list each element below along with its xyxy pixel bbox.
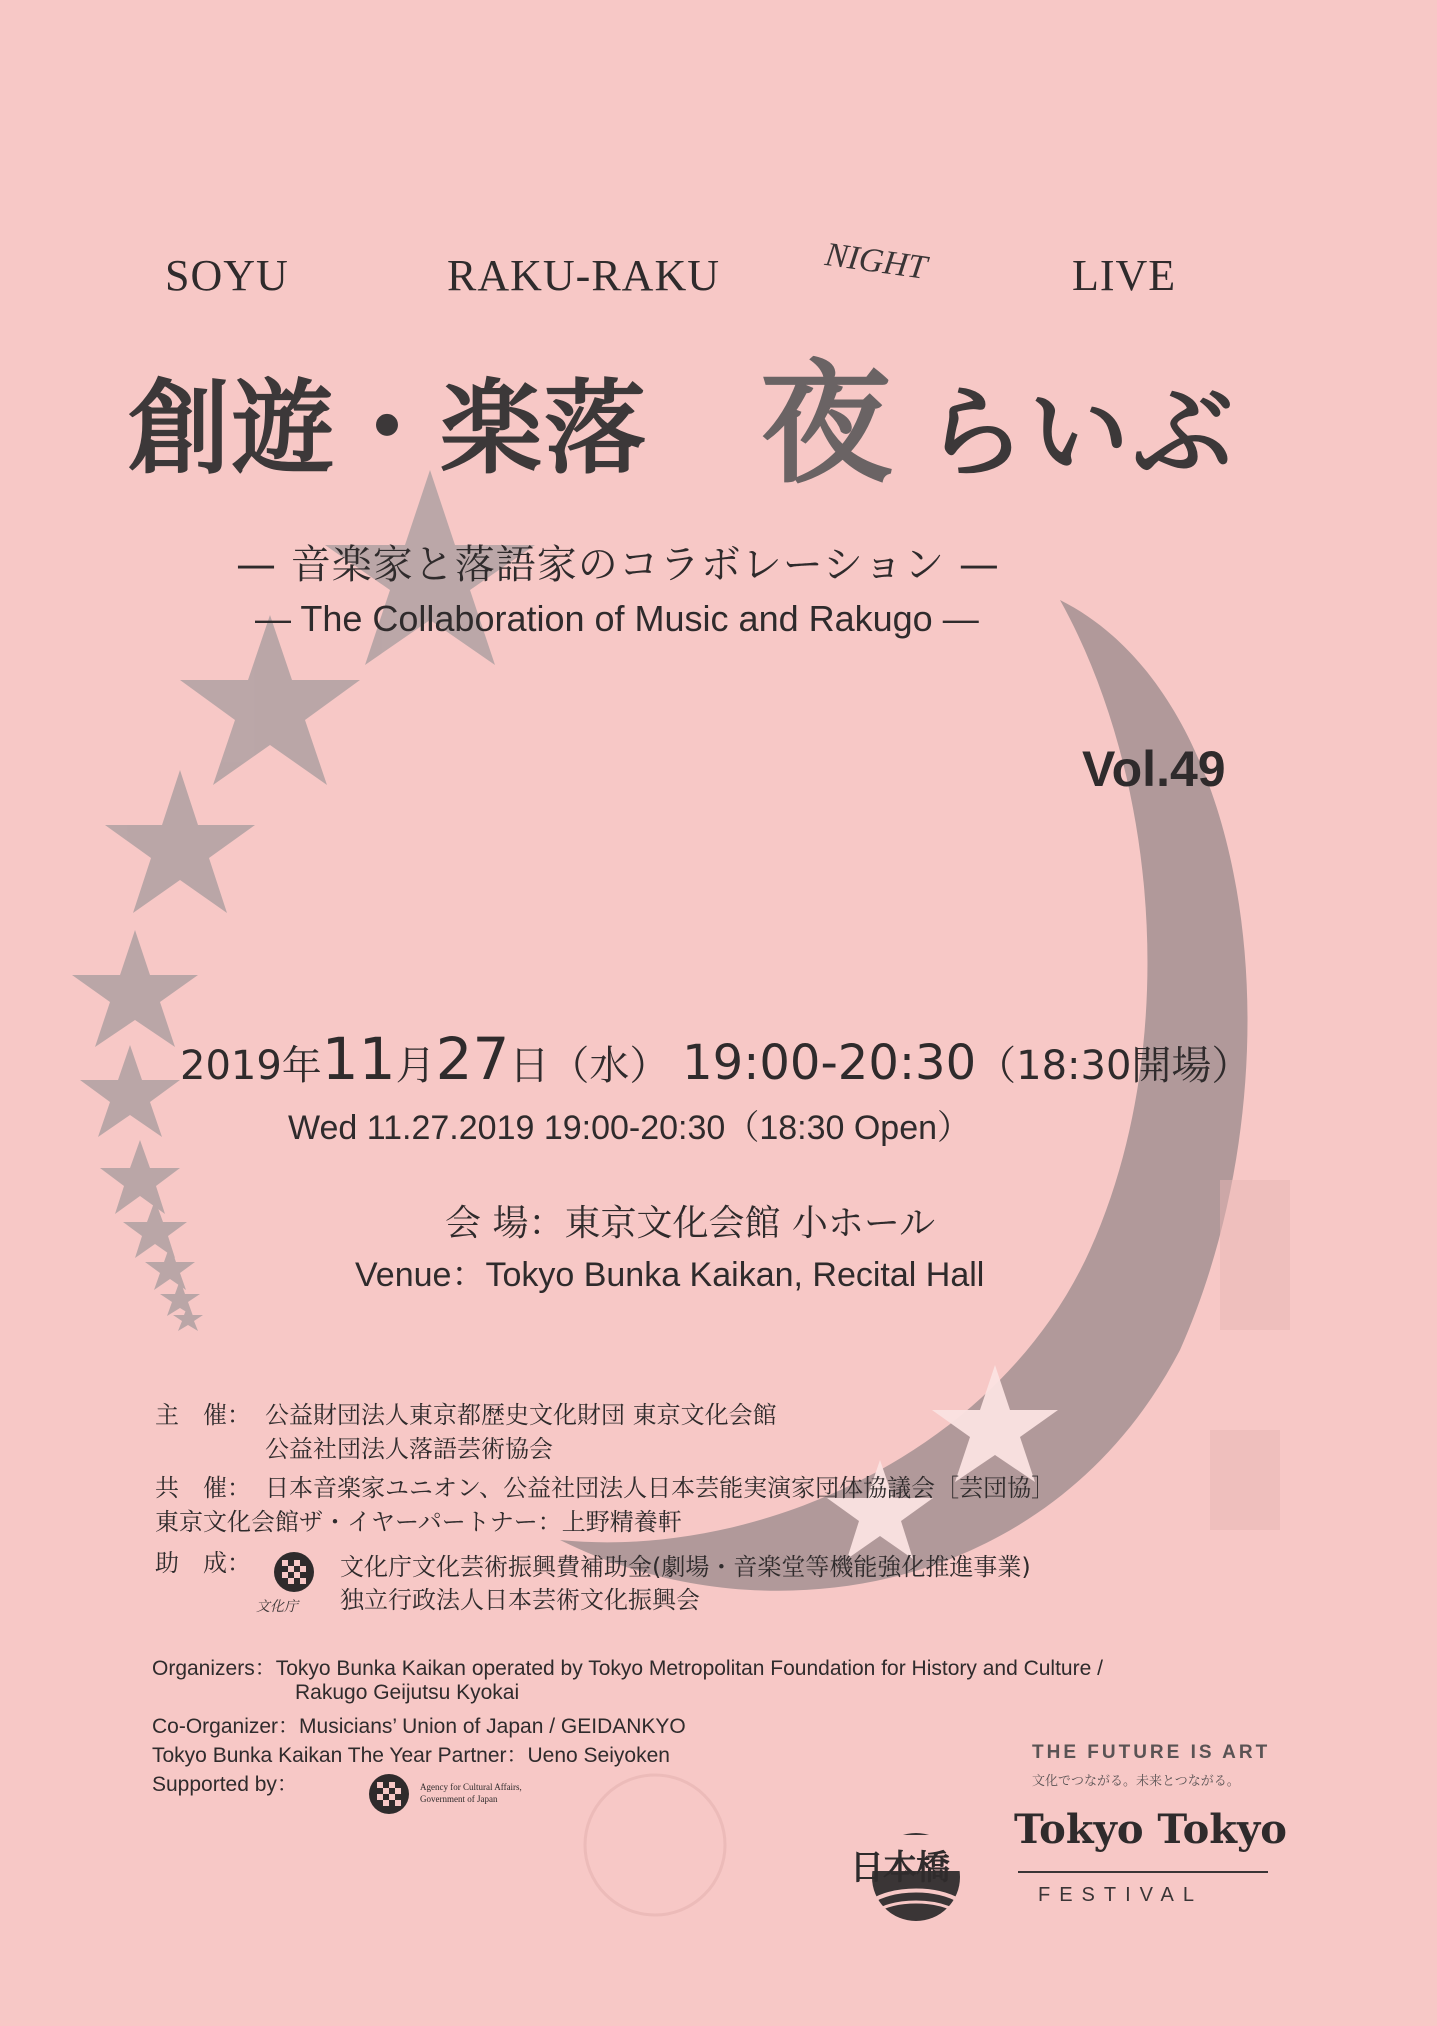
star-shape [145, 1245, 195, 1290]
organizer-label: 主 催： [155, 1401, 251, 1429]
volume-number: Vol.49 [1082, 741, 1226, 797]
header-soyu: SOYU [165, 251, 289, 300]
venue-jp: 会 場：東京文化会館 小ホール [445, 1203, 936, 1244]
year-partner-en: Tokyo Bunka Kaikan The Year Partner：Ueno Seiyoken [152, 1744, 670, 1767]
tokyo-tokyo-wordmark: Tokyo Tokyo [1014, 1806, 1287, 1853]
year-partner-jp: 東京文化会館ザ・イヤーパートナー：上野精養軒 [155, 1508, 682, 1536]
co-label: 共 催： [155, 1474, 251, 1502]
agency-kana: 文化庁 [256, 1600, 298, 1615]
header-night: NIGHT [822, 236, 930, 287]
co-organizer-jp: 日本音楽家ユニオン、公益社団法人日本芸能実演家団体協議会［芸団協］ [265, 1474, 1056, 1502]
title-part-b: らいぶ [925, 374, 1237, 491]
organizer-1: 公益財団法人東京都歴史文化財団 東京文化会館 [265, 1401, 777, 1429]
supported-by-en: Supported by： [152, 1773, 298, 1796]
star-shape [180, 615, 360, 785]
subtitle-en: — The Collaboration of Music and Rakugo — [255, 598, 979, 639]
title-night-kanji: 夜 [760, 352, 892, 499]
tokyo-festival-logo [1010, 1726, 1287, 1926]
date-day: 27 [435, 1025, 510, 1093]
date-month: 11 [321, 1025, 396, 1093]
agency-en-line-2: Government of Japan [420, 1794, 498, 1804]
star-shape [123, 1200, 187, 1258]
support-2: 独立行政法人日本芸術文化振興会 [340, 1586, 700, 1614]
date-nichi: 日 [509, 1043, 550, 1089]
festival-divider [1018, 1871, 1268, 1873]
agency-logo-icon [272, 1550, 316, 1594]
star-shape [100, 1140, 180, 1214]
venue-en: Venue：Tokyo Bunka Kaikan, Recital Hall [355, 1256, 985, 1294]
date-weekday: （水） [549, 1043, 670, 1089]
agency-en-line-1: Agency for Cultural Affairs, [420, 1782, 522, 1792]
support-label: 助 成： [155, 1549, 251, 1577]
star-shape [160, 1280, 200, 1316]
date-open: （18:30開場） [976, 1043, 1252, 1089]
nihonbashi-label: 日本橋 [850, 1850, 949, 1887]
date-gatsu: 月 [395, 1043, 436, 1089]
star-shape [80, 1045, 180, 1137]
subtitle-jp: — 音楽家と落語家のコラボレーション — [236, 542, 1000, 588]
organizer-2: 公益社団法人落語芸術協会 [265, 1435, 553, 1463]
agency-logo-en-icon [367, 1772, 411, 1816]
date-year: 2019 [180, 1043, 282, 1089]
future-is-art: THE FUTURE IS ART [1032, 1742, 1271, 1763]
organizers-en-2: Rakugo Geijutsu Kyokai [295, 1681, 520, 1704]
festival-label: FESTIVAL [1038, 1884, 1203, 1906]
future-sub: 文化でつながる。未来とつながる。 [1032, 1773, 1240, 1788]
date-time: 19:00-20:30 [682, 1035, 977, 1091]
date-nen: 年 [281, 1043, 322, 1089]
star-shape [105, 770, 255, 913]
support-1: 文化庁文化芸術振興費補助金(劇場・音楽堂等機能強化推進事業) [340, 1553, 1031, 1581]
title-part-a: 創遊・楽落 [128, 374, 648, 487]
event-date-jp [180, 1025, 1251, 1093]
co-organizer-en: Co-Organizer：Musicians’ Union of Japan / GEIDANKYO [152, 1715, 686, 1738]
header-live: LIVE [1072, 251, 1177, 300]
organizers-en-1: Organizers：Tokyo Bunka Kaikan operated by Tokyo Metropolitan Foundation for History and Culture / [152, 1657, 1103, 1680]
header-rakuraku: RAKU-RAKU [447, 251, 720, 300]
event-date-en: Wed 11.27.2019 19:00-20:30（18:30 Open） [288, 1109, 972, 1147]
